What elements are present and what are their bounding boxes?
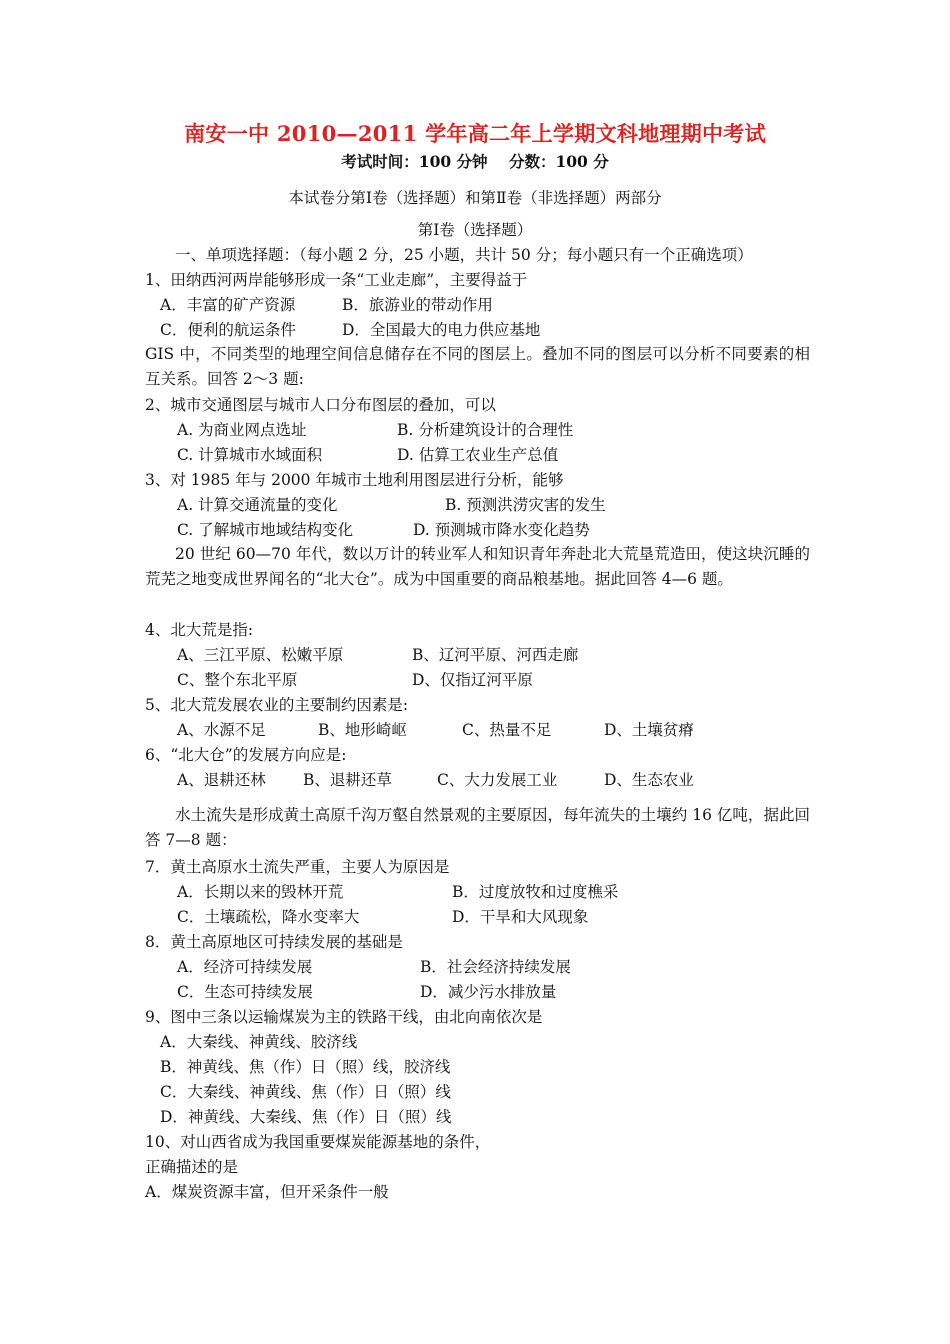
question-2-option-c: C. 计算城市水域面积 — [177, 446, 323, 464]
question-4-option-d: D、仅指辽河平原 — [412, 671, 533, 689]
question-9-option-c: C．大秦线、神黄线、焦（作）日（照）线 — [160, 1083, 451, 1101]
question-6-option-d: D、生态农业 — [604, 771, 694, 789]
beidacang-passage-text: 20 世纪 60—70 年代，数以万计的转业军人和知识青年奔赴北大荒垦荒造田，使这块沉睡的荒芜之地变成世界闻名的“北大仓”。成为中国重要的商品粮基地。据此回答 4—6 题。 — [145, 545, 810, 588]
question-5-option-a: A、水源不足 — [177, 721, 266, 739]
gis-passage: GIS 中，不同类型的地理空间信息储存在不同的图层上。叠加不同的图层可以分析不同要素的相互关系。回答 2～3 题: — [145, 345, 810, 388]
question-10-stem-line-1: 10、对山西省成为我国重要煤炭能源基地的条件， — [145, 1133, 491, 1151]
question-4-option-b: B、辽河平原、河西走廊 — [412, 646, 579, 664]
question-6-option-c: C、大力发展工业 — [437, 771, 558, 789]
question-4-stem: 4、北大荒是指: — [145, 621, 254, 639]
question-8-stem: 8．黄土高原地区可持续发展的基础是 — [145, 933, 403, 951]
beidacang-passage — [145, 542, 810, 592]
question-7-option-b: B．过度放牧和过度樵采 — [452, 883, 619, 901]
question-1-option-b: B．旅游业的带动作用 — [342, 296, 493, 314]
question-8-option-a: A．经济可持续发展 — [177, 958, 313, 976]
question-9-option-b: B．神黄线、焦（作）日（照）线，胶济线 — [160, 1058, 451, 1076]
exam-time: 考试时间：100 分钟 — [341, 152, 488, 171]
question-2-option-b: B. 分析建筑设计的合理性 — [397, 421, 574, 439]
question-7-stem: 7．黄土高原水土流失严重，主要人为原因是 — [145, 858, 450, 876]
question-1-option-d: D．全国最大的电力供应基地 — [342, 321, 541, 339]
question-3-option-b: B. 预测洪涝灾害的发生 — [445, 496, 606, 514]
question-2-option-d: D. 估算工农业生产总值 — [397, 446, 559, 464]
question-3-option-a: A. 计算交通流量的变化 — [177, 496, 338, 514]
question-5-stem: 5、北大荒发展农业的主要制约因素是: — [145, 696, 409, 714]
question-2-stem: 2、城市交通图层与城市人口分布图层的叠加，可以 — [145, 396, 496, 414]
question-9-option-a: A．大秦线、神黄线、胶济线 — [160, 1033, 358, 1051]
question-3-stem: 3、对 1985 年与 2000 年城市土地利用图层进行分析，能够 — [145, 471, 564, 489]
exam-score: 分数：100 分 — [508, 152, 609, 171]
question-7-option-d: D．干旱和大风现象 — [452, 908, 589, 926]
question-1-option-a: A．丰富的矿产资源 — [160, 296, 296, 314]
instructions: 一、单项选择题：（每小题 2 分，25 小题，共计 50 分；每小题只有一个正确选项） — [175, 246, 753, 264]
question-5-option-b: B、地形崎岖 — [318, 721, 407, 739]
question-4-option-a: A、三江平原、松嫩平原 — [177, 646, 344, 664]
question-2-option-a: A. 为商业网点选址 — [177, 421, 307, 439]
question-5-option-d: D、土壤贫瘠 — [604, 721, 694, 739]
question-10-option-a: A．煤炭资源丰富，但开采条件一般 — [145, 1183, 389, 1201]
question-5-option-c: C、热量不足 — [462, 721, 552, 739]
loess-passage — [145, 803, 810, 853]
question-8-option-c: C．生态可持续发展 — [177, 983, 313, 1001]
question-3-option-c: C. 了解城市地域结构变化 — [177, 521, 354, 539]
question-7-option-a: A．长期以来的毁林开荒 — [177, 883, 344, 901]
question-1-stem: 1、田纳西河两岸能够形成一条“工业走廊”，主要得益于 — [145, 271, 528, 289]
question-6-stem: 6、“北大仓”的发展方向应是: — [145, 746, 347, 764]
question-6-option-b: B、退耕还草 — [303, 771, 392, 789]
question-8-option-d: D．减少污水排放量 — [420, 983, 557, 1001]
question-9-option-d: D．神黄线、大秦线、焦（作）日（照）线 — [160, 1108, 452, 1126]
question-10-stem-line-2: 正确描述的是 — [145, 1158, 239, 1176]
section-title: 第Ⅰ卷（选择题） — [417, 221, 533, 239]
question-9-stem: 9、图中三条以运输煤炭为主的铁路干线，由北向南依次是 — [145, 1008, 543, 1026]
exam-meta — [0, 150, 950, 172]
question-7-option-c: C．土壤疏松，降水变率大 — [177, 908, 360, 926]
loess-passage-text: 水土流失是形成黄土高原千沟万壑自然景观的主要原因，每年流失的土壤约 16 亿吨，据此回答 7—8 题： — [145, 806, 810, 849]
exam-title: 南安一中 2010—2011 学年高二年上学期文科地理期中考试 — [184, 121, 766, 146]
paper-intro: 本试卷分第Ⅰ卷（选择题）和第Ⅱ卷（非选择题）两部分 — [288, 189, 662, 207]
question-4-option-c: C、整个东北平原 — [177, 671, 298, 689]
question-8-option-b: B．社会经济持续发展 — [420, 958, 571, 976]
question-6-option-a: A、退耕还林 — [177, 771, 266, 789]
question-3-option-d: D. 预测城市降水变化趋势 — [413, 521, 590, 539]
question-1-option-c: C．便利的航运条件 — [160, 321, 296, 339]
